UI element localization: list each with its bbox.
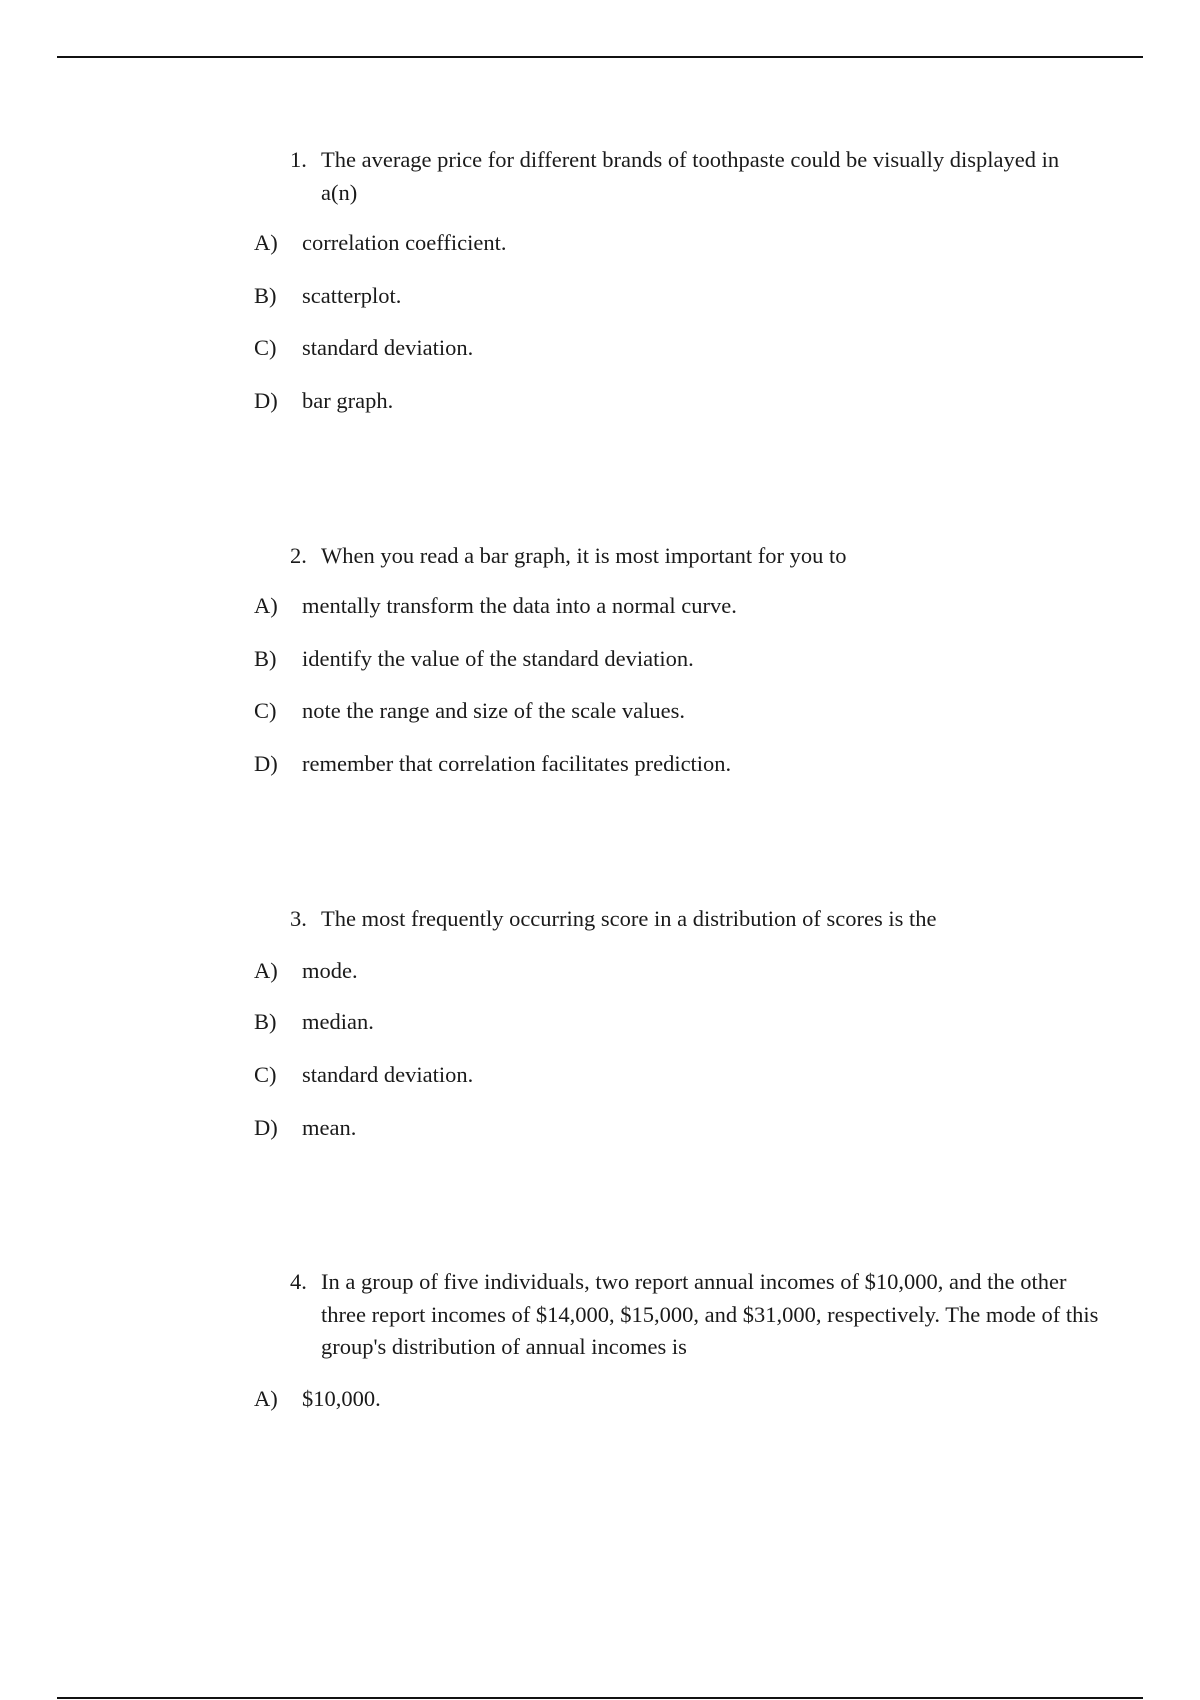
option-text: median. — [302, 1009, 374, 1034]
option-text: note the range and size of the scale values. — [302, 698, 685, 723]
question-text: The average price for different brands of toothpaste could be visually displayed in a(n) — [321, 147, 1060, 205]
question-stem — [290, 144, 1100, 209]
question-number: 4. — [290, 1269, 307, 1294]
question-text: In a group of five individuals, two report annual incomes of $10,000, and the other three report incomes of $14,000, $15,000, and $31,000, respectively. The mode of this group's distribution of annual incomes is — [321, 1269, 1099, 1359]
option-text: correlation coefficient. — [302, 230, 507, 255]
option-letter: B) — [254, 1009, 277, 1034]
bottom-divider — [57, 1697, 1143, 1699]
option-text: mentally transform the data into a normal curve. — [302, 593, 737, 618]
option-text: mean. — [302, 1115, 357, 1140]
option-letter: A) — [254, 230, 278, 255]
option-text: standard deviation. — [302, 1062, 474, 1087]
question-text: When you read a bar graph, it is most important for you to — [321, 543, 847, 568]
option-letter: C) — [254, 698, 277, 723]
option-text: mode. — [302, 958, 358, 983]
option-letter: A) — [254, 1386, 278, 1411]
option-text: standard deviation. — [302, 335, 474, 360]
option-letter: D) — [254, 1115, 278, 1140]
option-letter: C) — [254, 1062, 277, 1087]
option-letter: C) — [254, 335, 277, 360]
question-stem — [290, 903, 1100, 936]
option-letter: D) — [254, 751, 278, 776]
option-letter: B) — [254, 283, 277, 308]
option-letter: A) — [254, 958, 278, 983]
option-letter: A) — [254, 593, 278, 618]
question-number: 2. — [290, 543, 307, 568]
question-number: 3. — [290, 906, 307, 931]
option-text: $10,000. — [302, 1386, 381, 1411]
question-text: The most frequently occurring score in a distribution of scores is the — [321, 906, 937, 931]
option-letter: B) — [254, 646, 277, 671]
option-text: bar graph. — [302, 388, 394, 413]
question-stem — [290, 540, 1100, 573]
option-letter: D) — [254, 388, 278, 413]
question-stem — [290, 1266, 1100, 1364]
option-text: identify the value of the standard deviation. — [302, 646, 694, 671]
top-divider — [57, 56, 1143, 58]
option-text: remember that correlation facilitates prediction. — [302, 751, 732, 776]
question-number: 1. — [290, 147, 307, 172]
option-text: scatterplot. — [302, 283, 402, 308]
